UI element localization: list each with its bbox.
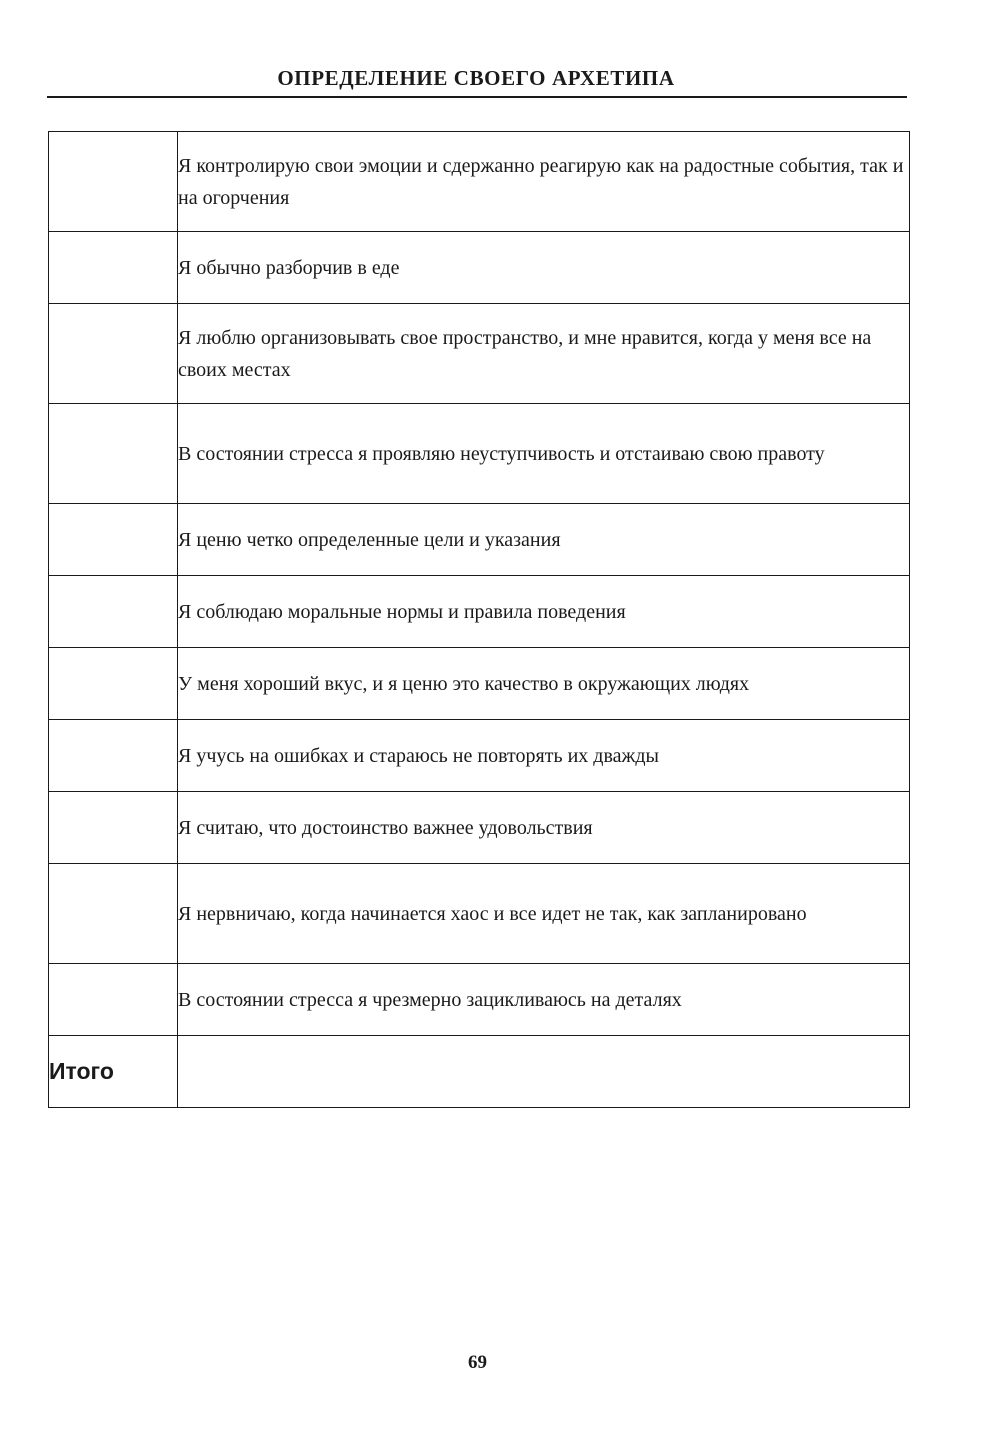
- score-cell[interactable]: [49, 648, 178, 720]
- score-cell[interactable]: [49, 404, 178, 504]
- table-row: [49, 132, 910, 232]
- statement-text: Я соблюдаю моральные нормы и правила поведения: [178, 576, 910, 648]
- score-cell[interactable]: [49, 504, 178, 576]
- score-cell[interactable]: [49, 132, 178, 232]
- statement-text: Я считаю, что достоинство важнее удовольствия: [178, 792, 910, 864]
- statement-text: В состоянии стресса я чрезмерно зацикливаюсь на деталях: [178, 964, 910, 1036]
- table-row: [49, 576, 910, 648]
- page-number: 69: [468, 1352, 487, 1373]
- score-cell[interactable]: [49, 964, 178, 1036]
- statement-text: Я люблю организовывать свое пространство, и мне нравится, когда у меня все на своих местах: [178, 304, 910, 404]
- running-head-title: ОПРЕДЕЛЕНИЕ СВОЕГО АРХЕТИПА: [277, 66, 675, 90]
- table-row: [49, 720, 910, 792]
- header-rule: [47, 96, 907, 98]
- statement-text: В состоянии стресса я проявляю неуступчивость и отстаиваю свою правоту: [178, 404, 910, 504]
- score-cell[interactable]: [49, 304, 178, 404]
- table-row: [49, 648, 910, 720]
- table-row: [49, 232, 910, 304]
- table-row: [49, 864, 910, 964]
- statement-text: Я учусь на ошибках и стараюсь не повторять их дважды: [178, 720, 910, 792]
- table-row: [49, 964, 910, 1036]
- score-cell[interactable]: [49, 232, 178, 304]
- total-value-cell[interactable]: [178, 1036, 910, 1108]
- score-cell[interactable]: [49, 576, 178, 648]
- statement-text: Я контролирую свои эмоции и сдержанно реагирую как на радостные события, так и на огорчения: [178, 132, 910, 232]
- score-cell[interactable]: [49, 864, 178, 964]
- table-row: [49, 792, 910, 864]
- total-row: [49, 1036, 910, 1108]
- table-row: [49, 404, 910, 504]
- statement-text: Я ценю четко определенные цели и указания: [178, 504, 910, 576]
- score-cell[interactable]: [49, 720, 178, 792]
- questionnaire-table: [48, 131, 910, 1108]
- score-cell[interactable]: [49, 792, 178, 864]
- statement-text: Я нервничаю, когда начинается хаос и все идет не так, как запланировано: [178, 864, 910, 964]
- table-row: [49, 504, 910, 576]
- total-label: Итого: [49, 1036, 178, 1108]
- statement-text: Я обычно разборчив в еде: [178, 232, 910, 304]
- table-row: [49, 304, 910, 404]
- statement-text: У меня хороший вкус, и я ценю это качество в окружающих людях: [178, 648, 910, 720]
